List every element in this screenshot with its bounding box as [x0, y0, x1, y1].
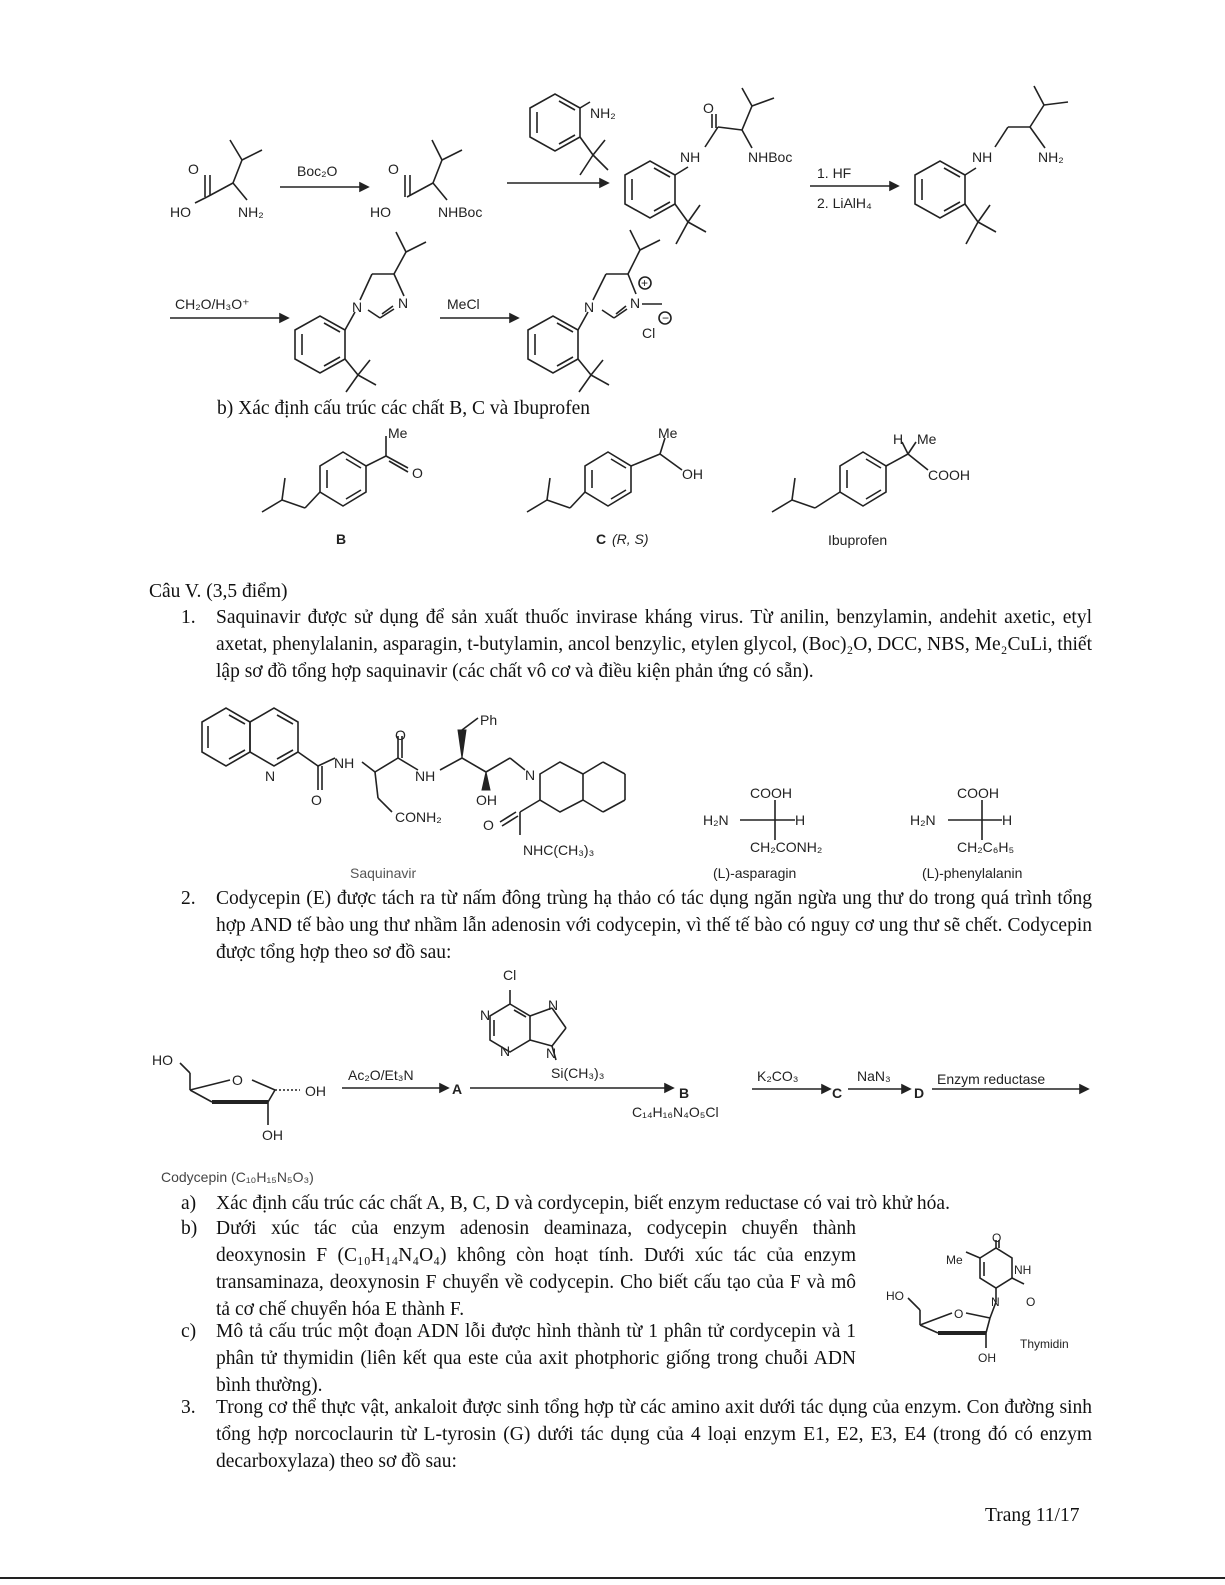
- saquinavir-structure: [202, 708, 625, 881]
- svg-text:Boc₂O: Boc₂O: [297, 163, 338, 179]
- question-5-title: Câu V. (3,5 điểm): [149, 581, 288, 602]
- page-number: Trang 11/17: [985, 1505, 1080, 1526]
- svg-text:CONH₂: CONH₂: [395, 809, 442, 825]
- svg-text:O: O: [992, 1231, 1002, 1245]
- svg-text:NH: NH: [972, 149, 993, 165]
- svg-text:OH: OH: [476, 792, 497, 808]
- svg-text:N: N: [265, 768, 276, 784]
- svg-text:NH: NH: [415, 768, 436, 784]
- svg-text:O: O: [703, 100, 714, 116]
- svg-text:O: O: [232, 1072, 243, 1088]
- svg-text:(L)-phenylalanin: (L)-phenylalanin: [922, 865, 1023, 881]
- svg-text:CH₂CONH₂: CH₂CONH₂: [750, 839, 823, 855]
- svg-text:CH₂O/H₃O⁺: CH₂O/H₃O⁺: [175, 296, 250, 312]
- diamine-product: [915, 86, 1068, 244]
- svg-text:1. HF: 1. HF: [817, 165, 852, 181]
- chloropurine-reagent: [480, 967, 604, 1081]
- compound-c: [527, 425, 703, 547]
- svg-text:C: C: [596, 531, 607, 547]
- svg-text:NH₂: NH₂: [590, 105, 616, 121]
- sub-b-label: b): [181, 1218, 198, 1239]
- svg-text:Ac₂O/Et₃N: Ac₂O/Et₃N: [348, 1067, 414, 1083]
- svg-text:N: N: [352, 299, 363, 315]
- svg-text:+: +: [641, 276, 649, 290]
- valine-structure: [170, 140, 264, 220]
- imidazolinium-product: [528, 230, 671, 392]
- svg-text:Cl: Cl: [503, 967, 517, 983]
- thymidin-structure: [886, 1231, 1069, 1365]
- deoxyribose-structure: [152, 1052, 326, 1143]
- svg-text:Me: Me: [917, 431, 937, 447]
- item-3-text: Trong cơ thể thực vật, ankaloit được sinh tổng hợp từ các amino axit dưới tác dụng của enzym. Con đường sinh tổng hợp norcoclaurin từ L-tyrosin (G) dưới tác dụng của 4 loại enzym E1, E2, E3, E4 (trong đó có enzym decarboxylaza) theo sơ đồ sau:: [216, 1397, 1092, 1472]
- asparagin-structure: [703, 785, 822, 881]
- phenylalanin-structure: [910, 785, 1022, 881]
- svg-text:H: H: [893, 431, 904, 447]
- bottom-rule: [0, 1577, 1225, 1579]
- ibuprofen: [772, 431, 970, 548]
- imidazoline-product: [295, 232, 426, 392]
- valine-synthesis-scheme: [150, 85, 1090, 395]
- svg-text:O: O: [954, 1307, 964, 1321]
- svg-text:OH: OH: [978, 1351, 996, 1365]
- svg-text:O: O: [388, 161, 399, 177]
- svg-text:N: N: [500, 1043, 511, 1059]
- svg-text:HO: HO: [370, 204, 391, 220]
- amide-product: [625, 88, 792, 244]
- svg-text:NH: NH: [680, 149, 701, 165]
- svg-text:C₁₄H₁₆N₄O₅Cl: C₁₄H₁₆N₄O₅Cl: [632, 1104, 719, 1120]
- svg-text:O: O: [395, 727, 406, 743]
- svg-text:NHC(CH₃)₃: NHC(CH₃)₃: [523, 842, 595, 858]
- svg-text:O: O: [412, 465, 423, 481]
- svg-text:COOH: COOH: [957, 785, 999, 801]
- item-1-number: 1.: [181, 607, 196, 628]
- svg-text:O: O: [188, 161, 199, 177]
- svg-text:HO: HO: [170, 204, 191, 220]
- svg-text:N: N: [398, 295, 409, 311]
- svg-text:Saquinavir: Saquinavir: [350, 865, 417, 881]
- svg-text:B: B: [679, 1085, 690, 1101]
- svg-text:CH₂C₆H₅: CH₂C₆H₅: [957, 839, 1015, 855]
- svg-text:O: O: [1026, 1295, 1036, 1309]
- svg-text:COOH: COOH: [750, 785, 792, 801]
- svg-text:NHBoc: NHBoc: [748, 149, 793, 165]
- item-1-text: Saquinavir được sử dụng để sản xuất thuốc invirase kháng virus. Từ anilin, benzylamin, andehit axetic, etyl axetat, phenylalanin, asparagin, t-butylamin, ancol benzylic, etylen glycol, (Boc)₂O, DCC, NBS, Me₂CuLi, thiết lập sơ đồ tổng hợp saquinavir (các chất vô cơ và điều kiện phản ứng có sẵn).: [216, 607, 1092, 682]
- thymidin-figure: [880, 1228, 1090, 1368]
- svg-text:Cl: Cl: [642, 325, 656, 341]
- svg-text:Me: Me: [946, 1253, 963, 1267]
- svg-text:OH: OH: [305, 1083, 326, 1099]
- svg-text:N: N: [548, 997, 559, 1013]
- svg-text:NH: NH: [1014, 1263, 1032, 1277]
- boc-valine-structure: [370, 140, 482, 220]
- saquinavir-figure: [195, 706, 1055, 886]
- svg-text:H: H: [795, 812, 806, 828]
- svg-text:B: B: [336, 531, 347, 547]
- compound-b: [262, 425, 423, 547]
- svg-text:NHBoc: NHBoc: [438, 204, 483, 220]
- svg-text:Me: Me: [388, 425, 408, 441]
- bc-ibuprofen-structures: [250, 420, 1030, 560]
- sub-b-text: Dưới xúc tác của enzym adenosin deaminaza, codycepin chuyển thành deoxynosin F (C₁₀H₁₄N₄O₄) không còn hoạt tính. Dưới xúc tác của enzym transaminaza, deoxynosin F chuyển về codycepin. Cho biết cấu tạo của F và mô tả cơ chế chuyển hóa E thành F.: [216, 1218, 856, 1320]
- item-3-number: 3.: [181, 1397, 196, 1418]
- part-b-heading: b) Xác định cấu trúc các chất B, C và Ibuprofen: [217, 398, 591, 419]
- svg-text:NH: NH: [334, 755, 355, 771]
- svg-text:HO: HO: [152, 1052, 173, 1068]
- svg-text:2. LiAlH₄: 2. LiAlH₄: [817, 195, 872, 211]
- sub-c-label: c): [181, 1321, 197, 1342]
- svg-text:OH: OH: [682, 466, 703, 482]
- svg-text:MeCl: MeCl: [447, 296, 480, 312]
- svg-text:N: N: [480, 1007, 491, 1023]
- svg-text:OH: OH: [262, 1127, 283, 1143]
- item-2-number: 2.: [181, 888, 196, 909]
- svg-text:O: O: [311, 792, 322, 808]
- svg-text:Codycepin (C₁₀H₁₅N₅O₃): Codycepin (C₁₀H₁₅N₅O₃): [161, 1169, 314, 1185]
- svg-text:A: A: [452, 1081, 463, 1097]
- svg-text:O: O: [483, 817, 494, 833]
- svg-text:Ibuprofen: Ibuprofen: [828, 532, 888, 548]
- svg-text:C: C: [832, 1085, 843, 1101]
- svg-text:N: N: [630, 295, 641, 311]
- svg-text:N: N: [546, 1045, 557, 1061]
- tbu-aniline-reagent: [530, 94, 616, 175]
- svg-text:−: −: [662, 311, 670, 325]
- svg-text:Enzym reductase: Enzym reductase: [937, 1071, 1046, 1087]
- svg-text:H: H: [1002, 812, 1013, 828]
- svg-text:(L)-asparagin: (L)-asparagin: [713, 865, 797, 881]
- sub-a-label: a): [181, 1193, 197, 1214]
- svg-text:N: N: [525, 767, 536, 783]
- svg-text:NaN₃: NaN₃: [857, 1068, 891, 1084]
- sub-c-text: Mô tả cấu trúc một đoạn ADN lỗi được hình thành từ 1 phân tử cordycepin và 1 phân tử thymidin (liên kết qua este của axit photphoric giống trong chuỗi ADN bình thường).: [216, 1321, 856, 1396]
- svg-text:Ph: Ph: [480, 712, 498, 728]
- sub-a-text: Xác định cấu trúc các chất A, B, C, D và cordycepin, biết enzym reductase có vai trò khử hóa.: [216, 1193, 950, 1214]
- svg-text:Thymidin: Thymidin: [1020, 1337, 1069, 1351]
- svg-text:K₂CO₃: K₂CO₃: [757, 1068, 799, 1084]
- svg-text:COOH: COOH: [928, 467, 970, 483]
- svg-text:H₂N: H₂N: [703, 812, 729, 828]
- svg-text:H₂N: H₂N: [910, 812, 936, 828]
- svg-text:D: D: [914, 1085, 925, 1101]
- svg-text:HO: HO: [886, 1289, 904, 1303]
- svg-text:N: N: [991, 1295, 1000, 1309]
- codycepin-scheme: [150, 965, 1100, 1190]
- svg-text:NH₂: NH₂: [1038, 149, 1064, 165]
- svg-text:Me: Me: [658, 425, 678, 441]
- svg-text:Si(CH₃)₃: Si(CH₃)₃: [551, 1065, 605, 1081]
- item-2-text: Codycepin (E) được tách ra từ nấm đông trùng hạ thảo có tác dụng ngăn ngừa ung thư do trong quá trình tổng hợp AND tế bào ung thư nhầm lẫn adenosin với codycepin, vì thế tế bào có nguy cơ ung thư sẽ chết. Codycepin được tổng hợp theo sơ đồ sau:: [216, 888, 1092, 963]
- svg-text:N: N: [584, 299, 595, 315]
- svg-text:(R, S): (R, S): [612, 531, 649, 547]
- svg-text:NH₂: NH₂: [238, 204, 264, 220]
